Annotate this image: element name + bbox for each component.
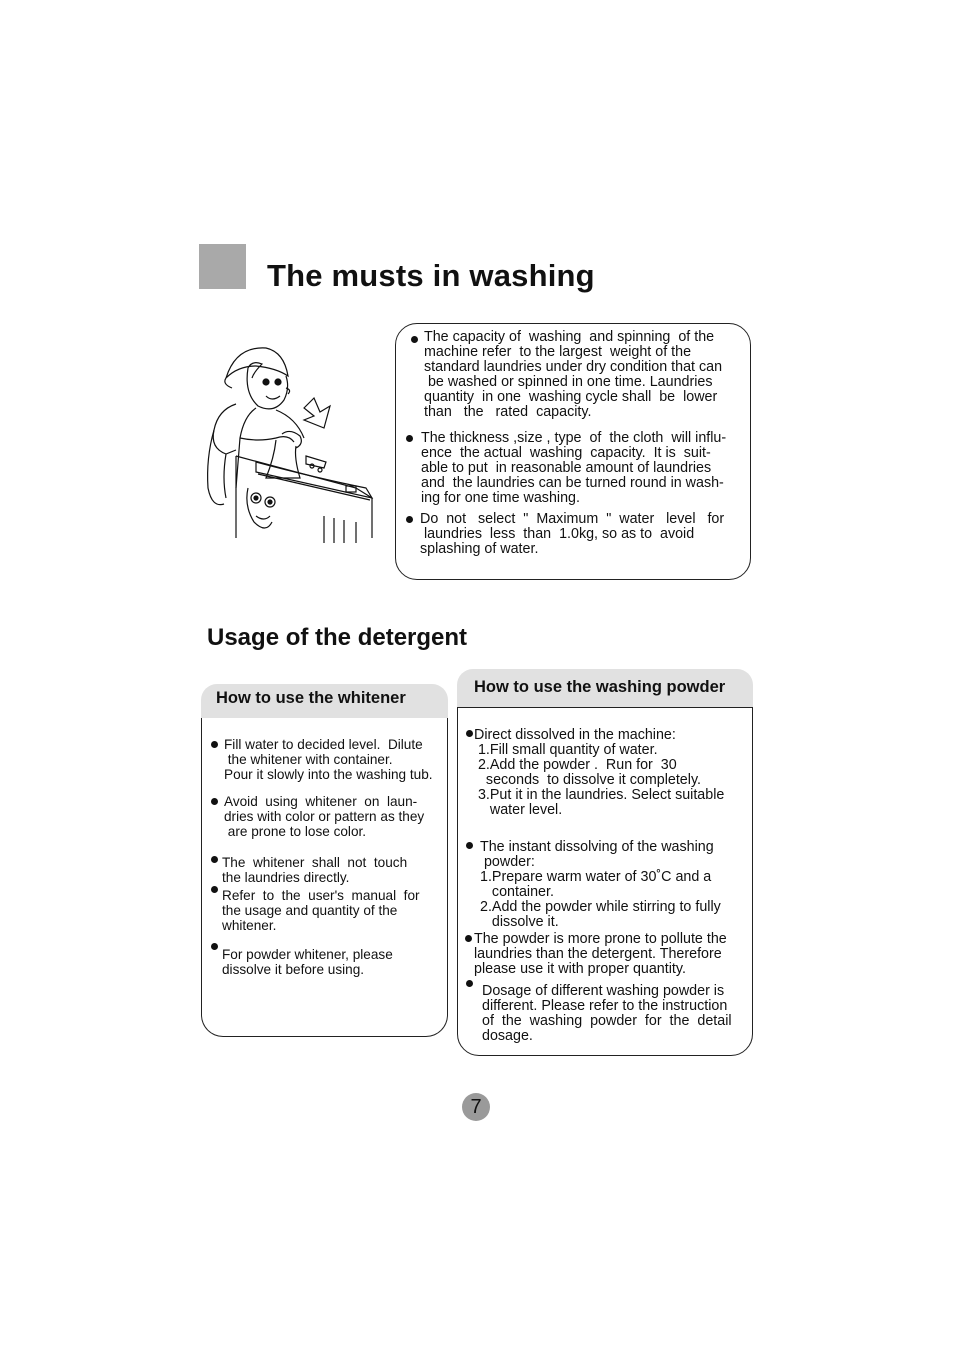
list-item: The whitener shall not touch the laundries directly.	[222, 855, 408, 885]
list-item: The capacity of washing and spinning of the machine refer to the largest weight of the standard laundries under dry condition that can be washed or spinned in one time. Laundries quantity in one washing cycle shall be lower than the rated capacity.	[424, 329, 723, 420]
section-marker	[199, 244, 246, 289]
whitener-tab-label: How to use the whitener	[216, 689, 406, 707]
section-title: Usage of the detergent	[207, 624, 468, 651]
washing-powder-box	[457, 707, 753, 1056]
list-item: Dosage of different washing powder is different. Please refer to the instruction of the washing powder for the detail dosage.	[482, 983, 732, 1044]
washing-powder-tab-label: How to use the washing powder	[474, 678, 726, 696]
list-item: The thickness ,size , type of the cloth will influ- ence the actual washing capacity. It is suit- able to put in reasonable amount of laundries and the laundries can be turned round in wash- ing for one time washing.	[421, 430, 727, 506]
bullet-icon	[406, 435, 413, 442]
page-title: The musts in washing	[267, 258, 595, 293]
list-item: Avoid using whitener on laun- dries with color or pattern as they are prone to lose color.	[224, 794, 425, 839]
woman-washing-illustration	[196, 338, 382, 548]
list-item: Refer to the user's manual for the usage and quantity of the whitener.	[222, 888, 420, 933]
bullet-icon	[211, 886, 218, 893]
bullet-icon	[466, 980, 473, 987]
washing-powder-tab	[457, 669, 753, 707]
musts-box	[395, 323, 751, 580]
bullet-icon	[211, 943, 218, 950]
whitener-tab	[201, 684, 448, 718]
list-item: Direct dissolved in the machine: 1.Fill small quantity of water. 2.Add the powder . Run for 30 seconds to dissolve it completely. 3.Put it in the laundries. Select suitable water level.	[474, 727, 725, 818]
bullet-icon	[211, 741, 218, 748]
bullet-icon	[411, 336, 418, 343]
list-item: Fill water to decided level. Dilute the whitener with container. Pour it slowly into the washing tub.	[224, 737, 433, 782]
list-item: The powder is more prone to pollute the laundries than the detergent. Therefore please use it with proper quantity.	[474, 931, 727, 977]
page-number: 7	[470, 1096, 482, 1118]
bullet-icon	[211, 798, 218, 805]
list-item: The instant dissolving of the washing powder: 1.Prepare warm water of 30˚C and a container. 2.Add the powder while stirring to fully dissolve it.	[480, 839, 721, 930]
bullet-icon	[466, 842, 473, 849]
whitener-box	[201, 718, 448, 1037]
bullet-icon	[211, 856, 218, 863]
bullet-icon	[466, 730, 473, 737]
bullet-icon	[406, 516, 413, 523]
list-item: Do not select " Maximum " water level for laundries less than 1.0kg, so as to avoid splashing of water.	[420, 511, 725, 557]
bullet-icon	[465, 935, 472, 942]
list-item: For powder whitener, please dissolve it before using.	[222, 947, 393, 977]
